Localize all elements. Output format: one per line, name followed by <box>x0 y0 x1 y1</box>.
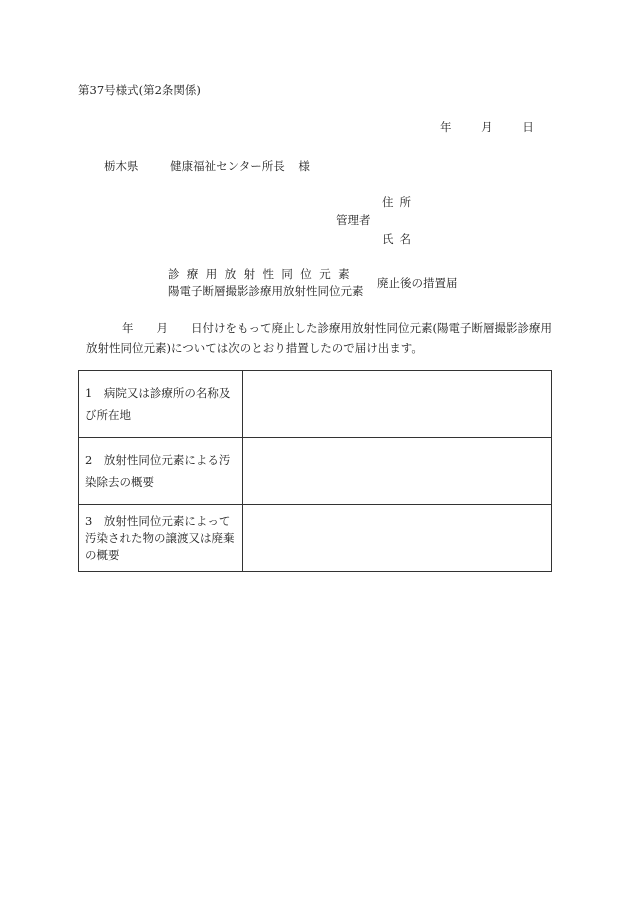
addressee <box>104 158 338 174</box>
addressee-honorific: 様 <box>298 159 310 173</box>
date-line <box>440 119 534 135</box>
row-value-decontamination[interactable] <box>243 438 552 505</box>
form-number: 第37号様式(第2条関係) <box>78 83 201 97</box>
title-suffix: 廃止後の措置届 <box>377 276 458 290</box>
title-line-1: 診療用放射性同位元素 <box>168 267 357 281</box>
manager-label: 管理者 <box>336 213 371 227</box>
table-row <box>79 438 552 505</box>
row-label-disposal: 3 放射性同位元素によって汚染された物の譲渡又は廃棄の概要 <box>79 505 243 572</box>
address-label: 住所 <box>382 195 417 209</box>
row-label-facility: 1 病院又は診療所の名称及び所在地 <box>79 371 243 438</box>
addressee-prefecture: 栃木県 <box>104 159 139 173</box>
row-label-decontamination: 2 放射性同位元素による汚染除去の概要 <box>79 438 243 505</box>
name-label: 氏名 <box>382 232 417 246</box>
title-line-2: 陽電子断層撮影診療用放射性同位元素 <box>168 284 364 298</box>
body-paragraph: 年 月 日付けをもって廃止した診療用放射性同位元素(陽電子断層撮影診療用放射性同位元素)については次のとおり措置したので届け出ます。 <box>86 321 552 355</box>
date-year-label: 年 <box>440 120 452 134</box>
table-row <box>79 371 552 438</box>
row-value-facility[interactable] <box>243 371 552 438</box>
row-value-disposal[interactable] <box>243 505 552 572</box>
body-text <box>86 318 556 358</box>
date-month-label: 月 <box>481 120 493 134</box>
table-row <box>79 505 552 572</box>
addressee-office: 健康福祉センター所長 <box>170 159 285 173</box>
info-table <box>78 370 552 572</box>
date-day-label: 日 <box>522 120 534 134</box>
